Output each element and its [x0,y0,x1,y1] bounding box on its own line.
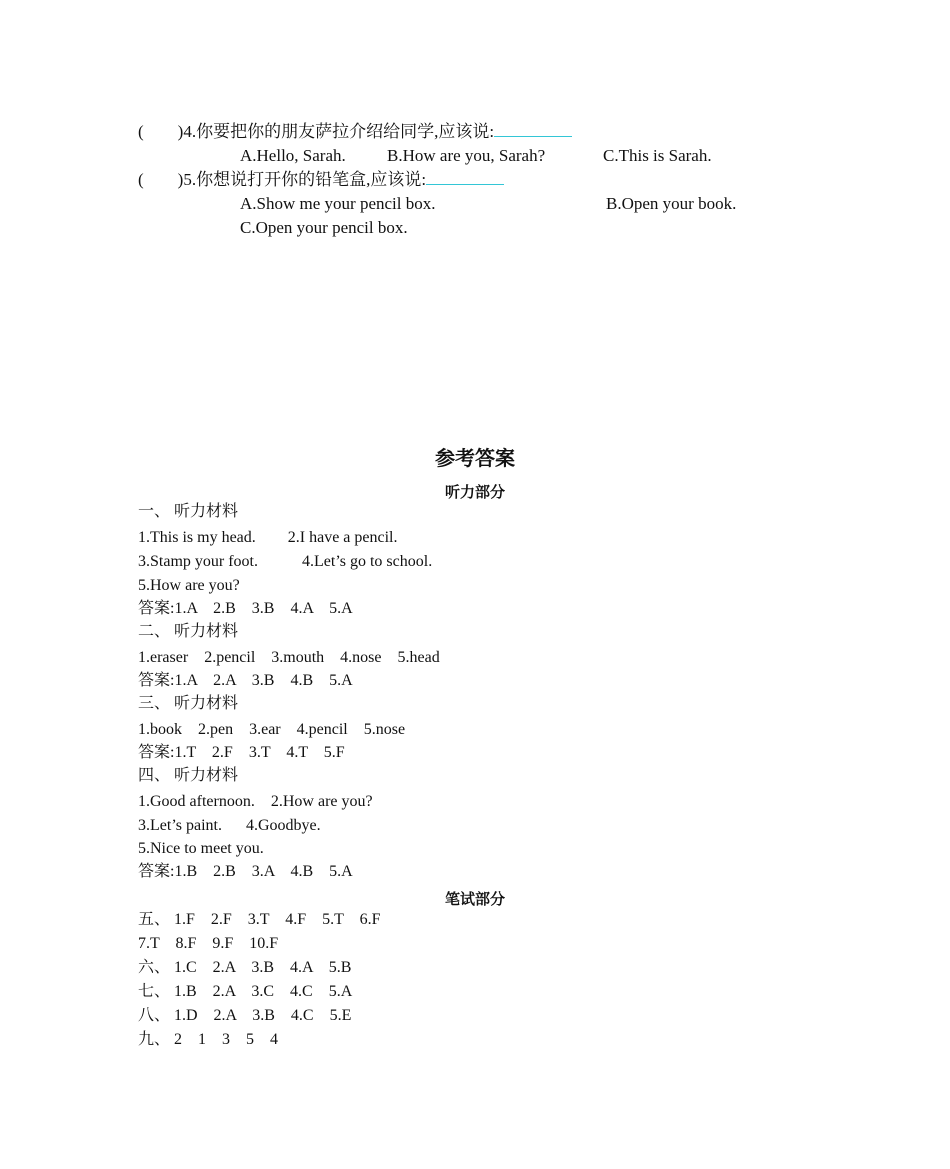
answer-paren: ( ) [138,122,184,141]
question-5-option-c: C.Open your pencil box. [240,218,408,237]
answer-line: 5.How are you? [138,577,240,594]
answer-line: 六、 1.C 2.A 3.B 4.A 5.B [138,959,352,976]
answer-line: 七、 1.B 2.A 3.C 4.C 5.A [138,983,353,1000]
answer-line: 三、 听力材料 [138,695,239,712]
answer-line: 3.Let’s paint. 4.Goodbye. [138,817,321,834]
question-4-option-b: B.How are you, Sarah? [387,146,546,165]
question-5-option-b: B.Open your book. [606,194,737,213]
answer-line: 5.Nice to meet you. [138,840,264,857]
question-4-stem-line [138,122,572,140]
answer-line: 一、 听力材料 [138,503,239,520]
answer-line: 四、 听力材料 [138,767,239,784]
question-5-stem: 5.你想说打开你的铅笔盒,应该说: [183,170,427,189]
question-4-option-a: A.Hello, Sarah. [240,146,346,165]
answer-blank[interactable] [494,122,572,137]
answer-line: 二、 听力材料 [138,623,239,640]
answer-line: 答案:1.B 2.B 3.A 4.B 5.A [138,863,353,880]
answer-line: 九、 2 1 3 5 4 [138,1031,279,1048]
answer-line: 1.This is my head. 2.I have a pencil. [138,529,398,546]
answer-line: 7.T 8.F 9.F 10.F [138,935,279,952]
listening-section-title: 听力部分 [444,483,505,501]
question-4-stem: 4.你要把你的朋友萨拉介绍给同学,应该说: [183,122,495,141]
question-5-stem-line [138,170,504,188]
answer-line: 答案:1.A 2.B 3.B 4.A 5.A [138,600,353,617]
answer-key-title: 参考答案 [435,446,515,470]
answer-line: 1.Good afternoon. 2.How are you? [138,793,373,810]
writing-section-title: 笔试部分 [444,890,505,908]
question-5-option-a: A.Show me your pencil box. [240,194,436,213]
question-4-option-c: C.This is Sarah. [603,146,712,165]
answer-line: 八、 1.D 2.A 3.B 4.C 5.E [138,1007,352,1024]
answer-line: 五、 1.F 2.F 3.T 4.F 5.T 6.F [138,911,381,928]
answer-paren: ( ) [138,170,184,189]
answer-line: 1.eraser 2.pencil 3.mouth 4.nose 5.head [138,649,440,666]
answer-line: 答案:1.A 2.A 3.B 4.B 5.A [138,672,353,689]
answer-blank[interactable] [426,170,504,185]
answer-line: 3.Stamp your foot. 4.Let’s go to school. [138,553,433,570]
answer-line: 1.book 2.pen 3.ear 4.pencil 5.nose [138,721,406,738]
answer-line: 答案:1.T 2.F 3.T 4.T 5.F [138,744,345,761]
